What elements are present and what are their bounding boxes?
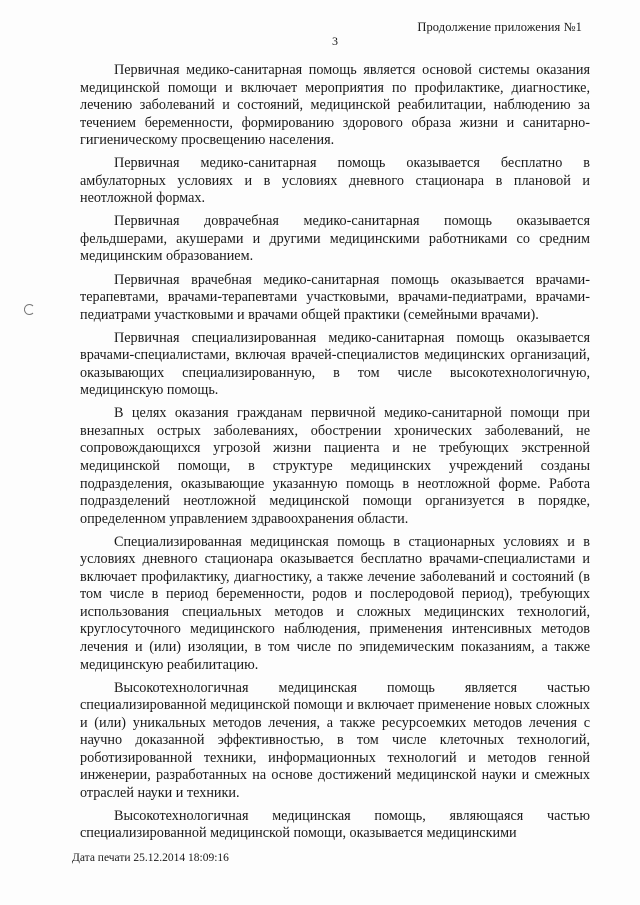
appendix-continuation-note: Продолжение приложения №1 xyxy=(417,20,582,34)
paragraph: В целях оказания гражданам первичной медико-санитарной помощи при внезапных острых заболеваниях, обострении хронических заболеваний, не сопровождающихся угрозой жизни пациента и не требующих экстренной медицинской помощи, в структуре медицинских учреждений созданы подразделения, оказывающие указанную помощь в неотложной форме. Работа подразделений неотложной медицинской помощи организуется в порядке, определенном управлением здравоохранения области. xyxy=(80,405,590,527)
document-body xyxy=(80,62,590,843)
paragraph: Первичная специализированная медико-санитарная помощь оказывается врачами-специалистами, включая врачей-специалистов медицинских организаций, оказывающих специализированную, в том числе высокотехнологичную, медицинскую помощь. xyxy=(80,329,590,399)
paragraph: Специализированная медицинская помощь в стационарных условиях и в условиях дневного стационара оказывается бесплатно врачами-специалистами и включает профилактику, диагностику, а также лечение заболеваний и состояний (в том числе в период беременности, родов и послеродовой период), требующих использования специальных методов и сложных медицинских технологий, круглосуточного медицинского наблюдения, применения интенсивных методов лечения и (или) изоляции, в том числе по эпидемическим показаниям, а также медицинскую реабилитацию. xyxy=(80,533,590,673)
paragraph: Высокотехнологичная медицинская помощь является частью специализированной медицинской помощи и включает применение новых сложных и (или) уникальных методов лечения, а также ресурсоемких методов лечения с научно доказанной эффективностью, в том числе клеточных технологий, роботизированной техники, информационных технологий и методов генной инженерии, разработанных на основе достижений медицинской науки и смежных отраслей науки и техники. xyxy=(80,679,590,801)
punch-hole-mark xyxy=(24,304,35,315)
paragraph: Первичная медико-санитарная помощь оказывается бесплатно в амбулаторных условиях и в условиях дневного стационара в плановой и неотложной формах. xyxy=(80,155,590,207)
paragraph: Первичная врачебная медико-санитарная помощь оказывается врачами-терапевтами, врачами-терапевтами участковыми, врачами-педиатрами, врачами-педиатрами участковыми и врачами общей практики (семейными врачами). xyxy=(80,271,590,323)
paragraph: Высокотехнологичная медицинская помощь, являющаяся частью специализированной медицинской помощи, оказывается медицинскими xyxy=(80,807,590,842)
paragraph: Первичная медико-санитарная помощь является основой системы оказания медицинской помощи и включает мероприятия по профилактике, диагностике, лечению заболеваний и состояний, медицинской реабилитации, наблюдению за течением беременности, формированию здорового образа жизни и санитарно-гигиеническому просвещению населения. xyxy=(80,62,590,149)
paragraph: Первичная доврачебная медико-санитарная помощь оказывается фельдшерами, акушерами и другими медицинскими работниками со средним медицинским образованием. xyxy=(80,213,590,265)
page-number: 3 xyxy=(332,34,338,48)
print-date-footer: Дата печати 25.12.2014 18:09:16 xyxy=(72,852,229,864)
